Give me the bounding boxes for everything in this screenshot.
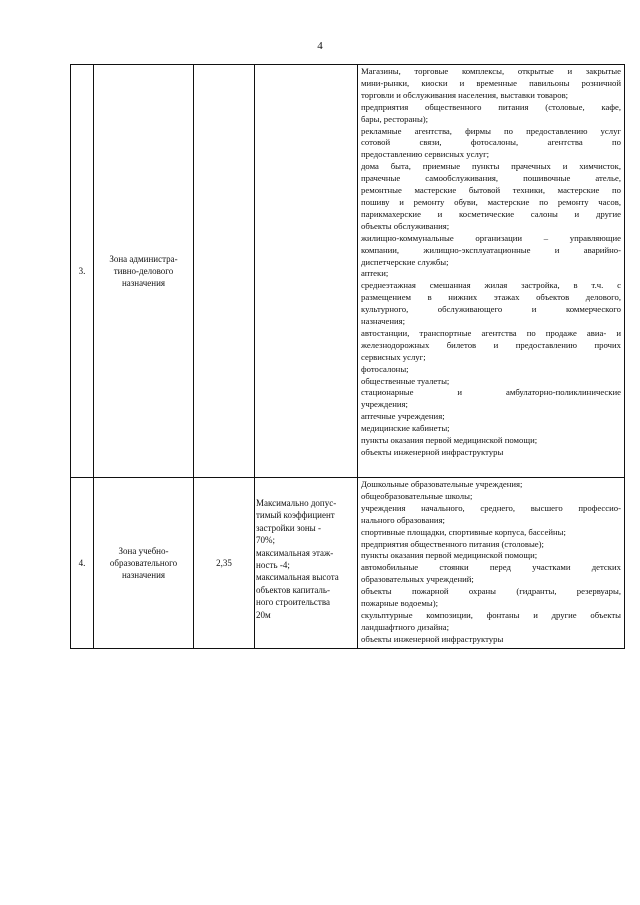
permitted-use-line: спортивные площадки, спортивные корпуса, бассейны; bbox=[361, 526, 566, 537]
zones-table bbox=[70, 64, 625, 649]
permitted-use-line: предоставлению сервисных услуг; bbox=[361, 149, 490, 160]
density-coefficient bbox=[194, 65, 255, 478]
permitted-use-line: пункты оказания первой медицинской помощи; bbox=[361, 550, 538, 561]
permitted-use-line: среднеэтажная смешанная жилая застройка, в т.ч. с bbox=[361, 280, 621, 291]
permitted-use-line: парикмахерские и косметические салоны и другие bbox=[361, 208, 621, 219]
row-number: 3. bbox=[71, 65, 94, 478]
row-number: 4. bbox=[71, 478, 94, 649]
permitted-use-line: учреждения начального, среднего, высшего профессио- bbox=[361, 502, 621, 513]
permitted-use-line: учреждения; bbox=[361, 399, 408, 410]
permitted-use-line: пожарные водоемы); bbox=[361, 598, 438, 609]
permitted-use-line: диспетчерские службы; bbox=[361, 256, 449, 267]
parameter-line: 70%; bbox=[256, 535, 275, 546]
permitted-use-line: образовательных учреждений; bbox=[361, 574, 474, 585]
parameter-line: 20м bbox=[256, 609, 271, 620]
permitted-use-line: аптеки; bbox=[361, 268, 389, 279]
zone-name: Зона администра-тивно-делового назначения bbox=[94, 65, 194, 478]
permitted-use-line: объекты пожарной охраны (гидранты, резервуары, bbox=[361, 586, 621, 597]
permitted-uses bbox=[358, 478, 625, 649]
parameter-line: максимальная высота bbox=[256, 572, 339, 583]
density-coefficient: 2,35 bbox=[194, 478, 255, 649]
table-row bbox=[71, 478, 625, 649]
page-number: 4 bbox=[317, 40, 323, 52]
parameter-line: ного строительства bbox=[256, 597, 330, 608]
permitted-use-line: рекламные агентства, фирмы по предоставлению услуг bbox=[361, 125, 621, 136]
permitted-use-line: предприятия общественного питания (столовые); bbox=[361, 538, 544, 549]
permitted-use-line: аптечные учреждения; bbox=[361, 411, 445, 422]
parameter-line: ность -4; bbox=[256, 560, 290, 571]
table-row bbox=[71, 65, 625, 478]
permitted-use-line: ремонтные мастерские бытовой техники, мастерские по bbox=[361, 185, 621, 196]
zone-parameters bbox=[255, 478, 358, 649]
permitted-use-line: скульптурные композиции, фонтаны и другие объекты bbox=[361, 609, 621, 620]
zone-parameters bbox=[255, 65, 358, 478]
permitted-use-line: Магазины, торговые комплексы, открытые и закрытые bbox=[361, 66, 621, 76]
permitted-use-line: ландшафтного дизайна; bbox=[361, 621, 450, 632]
permitted-use-line: бары, рестораны); bbox=[361, 113, 429, 124]
permitted-use-line: объекты инженерной инфраструктуры bbox=[361, 633, 504, 644]
permitted-use-line: предприятия общественного питания (столовые, кафе, bbox=[361, 101, 621, 112]
permitted-use-line: автостанции, транспортные агентства по продаже авиа- и bbox=[361, 327, 621, 338]
parameter-line: тимый коэффициент bbox=[256, 510, 335, 521]
permitted-use-line: сервисных услуг; bbox=[361, 351, 426, 362]
parameter-line: объектов капиталь- bbox=[256, 584, 331, 595]
permitted-use-line: общеобразовательные школы; bbox=[361, 490, 473, 501]
permitted-use-line: прачечные самообслуживания, пошивочные ателье, bbox=[361, 173, 621, 184]
permitted-use-line: пункты оказания первой медицинской помощи; bbox=[361, 435, 538, 446]
zone-name: Зона учебно-образовательного назначения bbox=[94, 478, 194, 649]
parameter-line: максимальная этаж- bbox=[256, 547, 334, 558]
permitted-use-line: сотовой связи, фотосалоны, агентства по bbox=[361, 137, 621, 148]
permitted-use-line: железнодорожных билетов и предоставлению прочих bbox=[361, 339, 621, 350]
zone-parameters-list bbox=[255, 478, 357, 621]
permitted-uses bbox=[358, 65, 625, 478]
permitted-use-line: общественные туалеты; bbox=[361, 375, 450, 386]
permitted-use-line: пошиву и ремонту обуви, мастерские по ремонту часов, bbox=[361, 196, 621, 207]
permitted-use-line: Дошкольные образовательные учреждения; bbox=[361, 479, 523, 489]
permitted-use-line: жилищно-коммунальные организации – управляющие bbox=[361, 232, 621, 243]
permitted-use-line: объекты инженерной инфраструктуры bbox=[361, 447, 504, 457]
permitted-use-line: назначения; bbox=[361, 316, 406, 327]
permitted-use-line: нального образования; bbox=[361, 514, 445, 525]
permitted-uses-list bbox=[358, 478, 624, 646]
permitted-use-line: фотосалоны; bbox=[361, 363, 409, 374]
permitted-use-line: торговли и обслуживания населения, выставки товаров; bbox=[361, 89, 569, 100]
permitted-use-line: медицинские кабинеты; bbox=[361, 423, 450, 434]
permitted-use-line: дома быта, приемные пункты прачечных и химчисток, bbox=[361, 161, 621, 172]
permitted-use-line: размещением в нижних этажах объектов делового, bbox=[361, 292, 621, 303]
permitted-uses-list bbox=[358, 65, 624, 459]
permitted-use-line: автомобильные стоянки перед участками детских bbox=[361, 562, 621, 573]
permitted-use-line: объекты обслуживания; bbox=[361, 220, 450, 231]
permitted-use-line: культурного, обслуживающего и коммерческого bbox=[361, 304, 621, 315]
permitted-use-line: компании, жилищно-эксплуатационные и аварийно- bbox=[361, 244, 621, 255]
parameter-line: Максимально допус- bbox=[256, 498, 337, 508]
permitted-use-line: мини-рынки, киоски и временные павильоны розничной bbox=[361, 77, 621, 88]
parameter-line: застройки зоны - bbox=[256, 522, 321, 533]
permitted-use-line: стационарные и амбулаторно-поликлинические bbox=[361, 387, 621, 398]
